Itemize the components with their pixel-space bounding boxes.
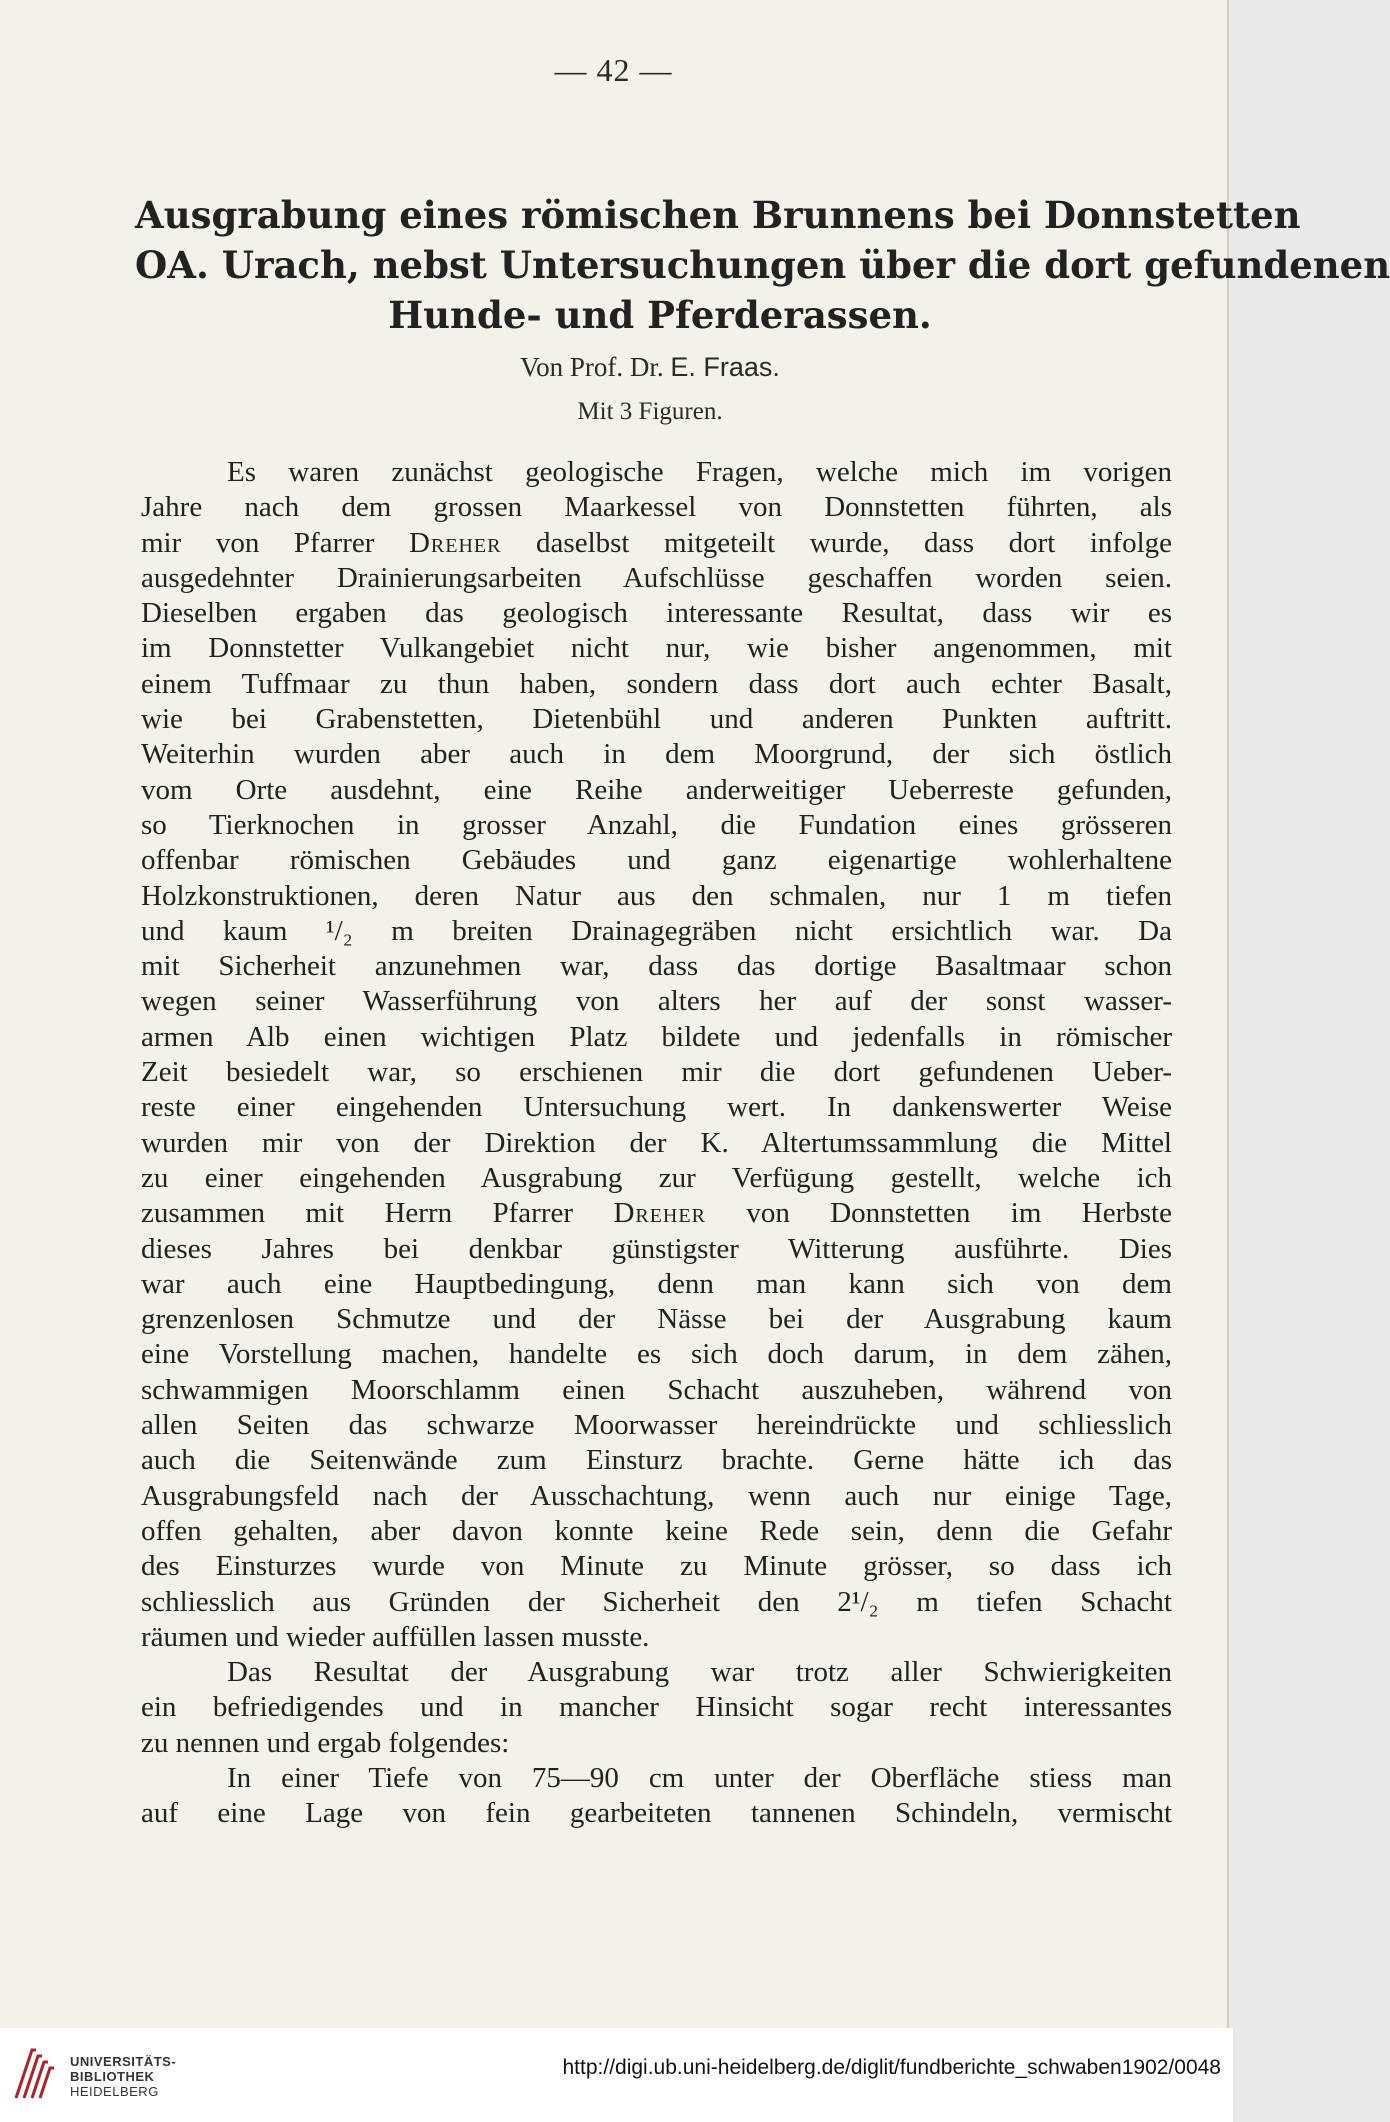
article-title (135, 190, 1390, 340)
text-line: reste einer eingehenden Untersuchung wert. In dankenswerter Weise (141, 1091, 1172, 1124)
text-line: auf eine Lage von fein gearbeiteten tannenen Schindeln, vermischt (141, 1797, 1172, 1830)
author-name: E. Fraas. (670, 352, 780, 382)
title-line-1: Ausgrabung eines römischen Brunnens bei Donnstetten (135, 193, 1301, 237)
byline-prefix: Von Prof. Dr. (520, 352, 664, 382)
text-line: schwammigen Moorschlamm einen Schacht auszuheben, während von (141, 1373, 1172, 1406)
text-line: Holzkonstruktionen, deren Natur aus den schmalen, nur 1 m tiefen (141, 879, 1172, 912)
text-line: Das Resultat der Ausgrabung war trotz aller Schwierigkeiten (227, 1656, 1172, 1689)
text-line: wurden mir von der Direktion der K. Altertumssammlung die Mittel (141, 1126, 1172, 1159)
text-line: des Einsturzes wurde von Minute zu Minute grösser, so dass ich (141, 1550, 1172, 1583)
text-line: ein befriedigendes und in mancher Hinsicht sogar recht interessantes (141, 1691, 1172, 1724)
page-number: — 42 — (554, 52, 673, 88)
text-line: eine Vorstellung machen, handelte es sich doch darum, in dem zähen, (141, 1338, 1172, 1371)
text-line: mir von Pfarrer Dreher daselbst mitgeteilt wurde, dass dort infolge (141, 526, 1172, 559)
text-line: wie bei Grabenstetten, Dietenbühl und anderen Punkten auftritt. (141, 703, 1172, 736)
text-line: offenbar römischen Gebäudes und ganz eigenartige wohlerhaltene (141, 844, 1172, 877)
text-line: Jahre nach dem grossen Maarkessel von Donnstetten führten, als (141, 491, 1172, 524)
title-line-3: Hunde- und Pferderassen. (388, 293, 932, 337)
text-line: ausgedehnter Drainierungsarbeiten Aufschlüsse geschaffen worden seien. (141, 561, 1172, 594)
library-line-2: BIBLIOTHEK (70, 2069, 155, 2084)
text-line: allen Seiten das schwarze Moorwasser hereindrückte und schliesslich (141, 1409, 1172, 1442)
text-line: Dieselben ergaben das geologisch interessante Resultat, dass wir es (141, 597, 1172, 630)
person-name: Dreher (613, 1197, 706, 1230)
library-line-3: HEIDELBERG (70, 2084, 159, 2099)
text-line: auch die Seitenwände zum Einsturz brachte. Gerne hätte ich das (141, 1444, 1172, 1477)
text-line: Weiterhin wurden aber auch in dem Moorgrund, der sich östlich (141, 738, 1172, 771)
text-line: zu nennen und ergab folgendes: (141, 1726, 510, 1759)
source-url[interactable]: http://digi.ub.uni-heidelberg.de/diglit/fundberichte_schwaben1902/0048 (562, 2056, 1221, 2079)
figures-note: Mit 3 Figuren. (577, 398, 723, 425)
text-line: zu einer eingehenden Ausgrabung zur Verfügung gestellt, welche ich (141, 1161, 1172, 1194)
person-name: Dreher (408, 526, 502, 559)
text-line: so Tierknochen in grosser Anzahl, die Fundation eines grösseren (141, 808, 1172, 841)
body-text (141, 455, 1172, 1832)
text-line: war auch eine Hauptbedingung, denn man kann sich von dem (141, 1267, 1172, 1300)
text-line: grenzenlosen Schmutze und der Nässe bei der Ausgrabung kaum (141, 1303, 1172, 1336)
text-line: Es waren zunächst geologische Fragen, welche mich im vorigen (227, 456, 1172, 488)
text-line: und kaum ¹/₂ m breiten Drainagegräben nicht ersichtlich war. Da (141, 914, 1172, 947)
text-line: mit Sicherheit anzunehmen war, dass das dortige Basaltmaar schon (141, 950, 1172, 983)
byline (0, 352, 1300, 383)
text-line: einem Tuffmaar zu thun haben, sondern dass dort auch echter Basalt, (141, 667, 1172, 700)
heidelberg-library-logo-icon (12, 2046, 62, 2102)
footer-bar (0, 2028, 1233, 2122)
text-line: armen Alb einen wichtigen Platz bildete und jedenfalls in römischer (141, 1020, 1172, 1053)
text-line: Zeit besiedelt war, so erschienen mir die dort gefundenen Ueber- (141, 1056, 1172, 1089)
text-line: vom Orte ausdehnt, eine Reihe anderweitiger Ueberreste gefunden, (141, 773, 1172, 806)
text-line: im Donnstetter Vulkangebiet nicht nur, wie bisher angenommen, mit (141, 632, 1172, 665)
text-line: räumen und wieder auffüllen lassen musste. (141, 1620, 650, 1653)
title-line-2: OA. Urach, nebst Untersuchungen über die dort gefundenen (135, 243, 1390, 287)
text-line: In einer Tiefe von 75—90 cm unter der Oberfläche stiess man (227, 1761, 1172, 1794)
text-line: wegen seiner Wasserführung von alters her auf der sonst wasser- (141, 985, 1172, 1018)
text-line: dieses Jahres bei denkbar günstigster Witterung ausführte. Dies (141, 1232, 1172, 1265)
text-line: schliesslich aus Gründen der Sicherheit den 2¹/₂ m tiefen Schacht (141, 1585, 1172, 1618)
text-line: Ausgrabungsfeld nach der Ausschachtung, wenn auch nur einige Tage, (141, 1479, 1172, 1512)
text-line: offen gehalten, aber davon konnte keine Rede sein, denn die Gefahr (141, 1514, 1172, 1547)
text-line: zusammen mit Herrn Pfarrer Dreher von Donnstetten im Herbste (141, 1197, 1172, 1230)
library-name (70, 2054, 176, 2099)
library-line-1: UNIVERSITÄTS- (70, 2054, 177, 2069)
